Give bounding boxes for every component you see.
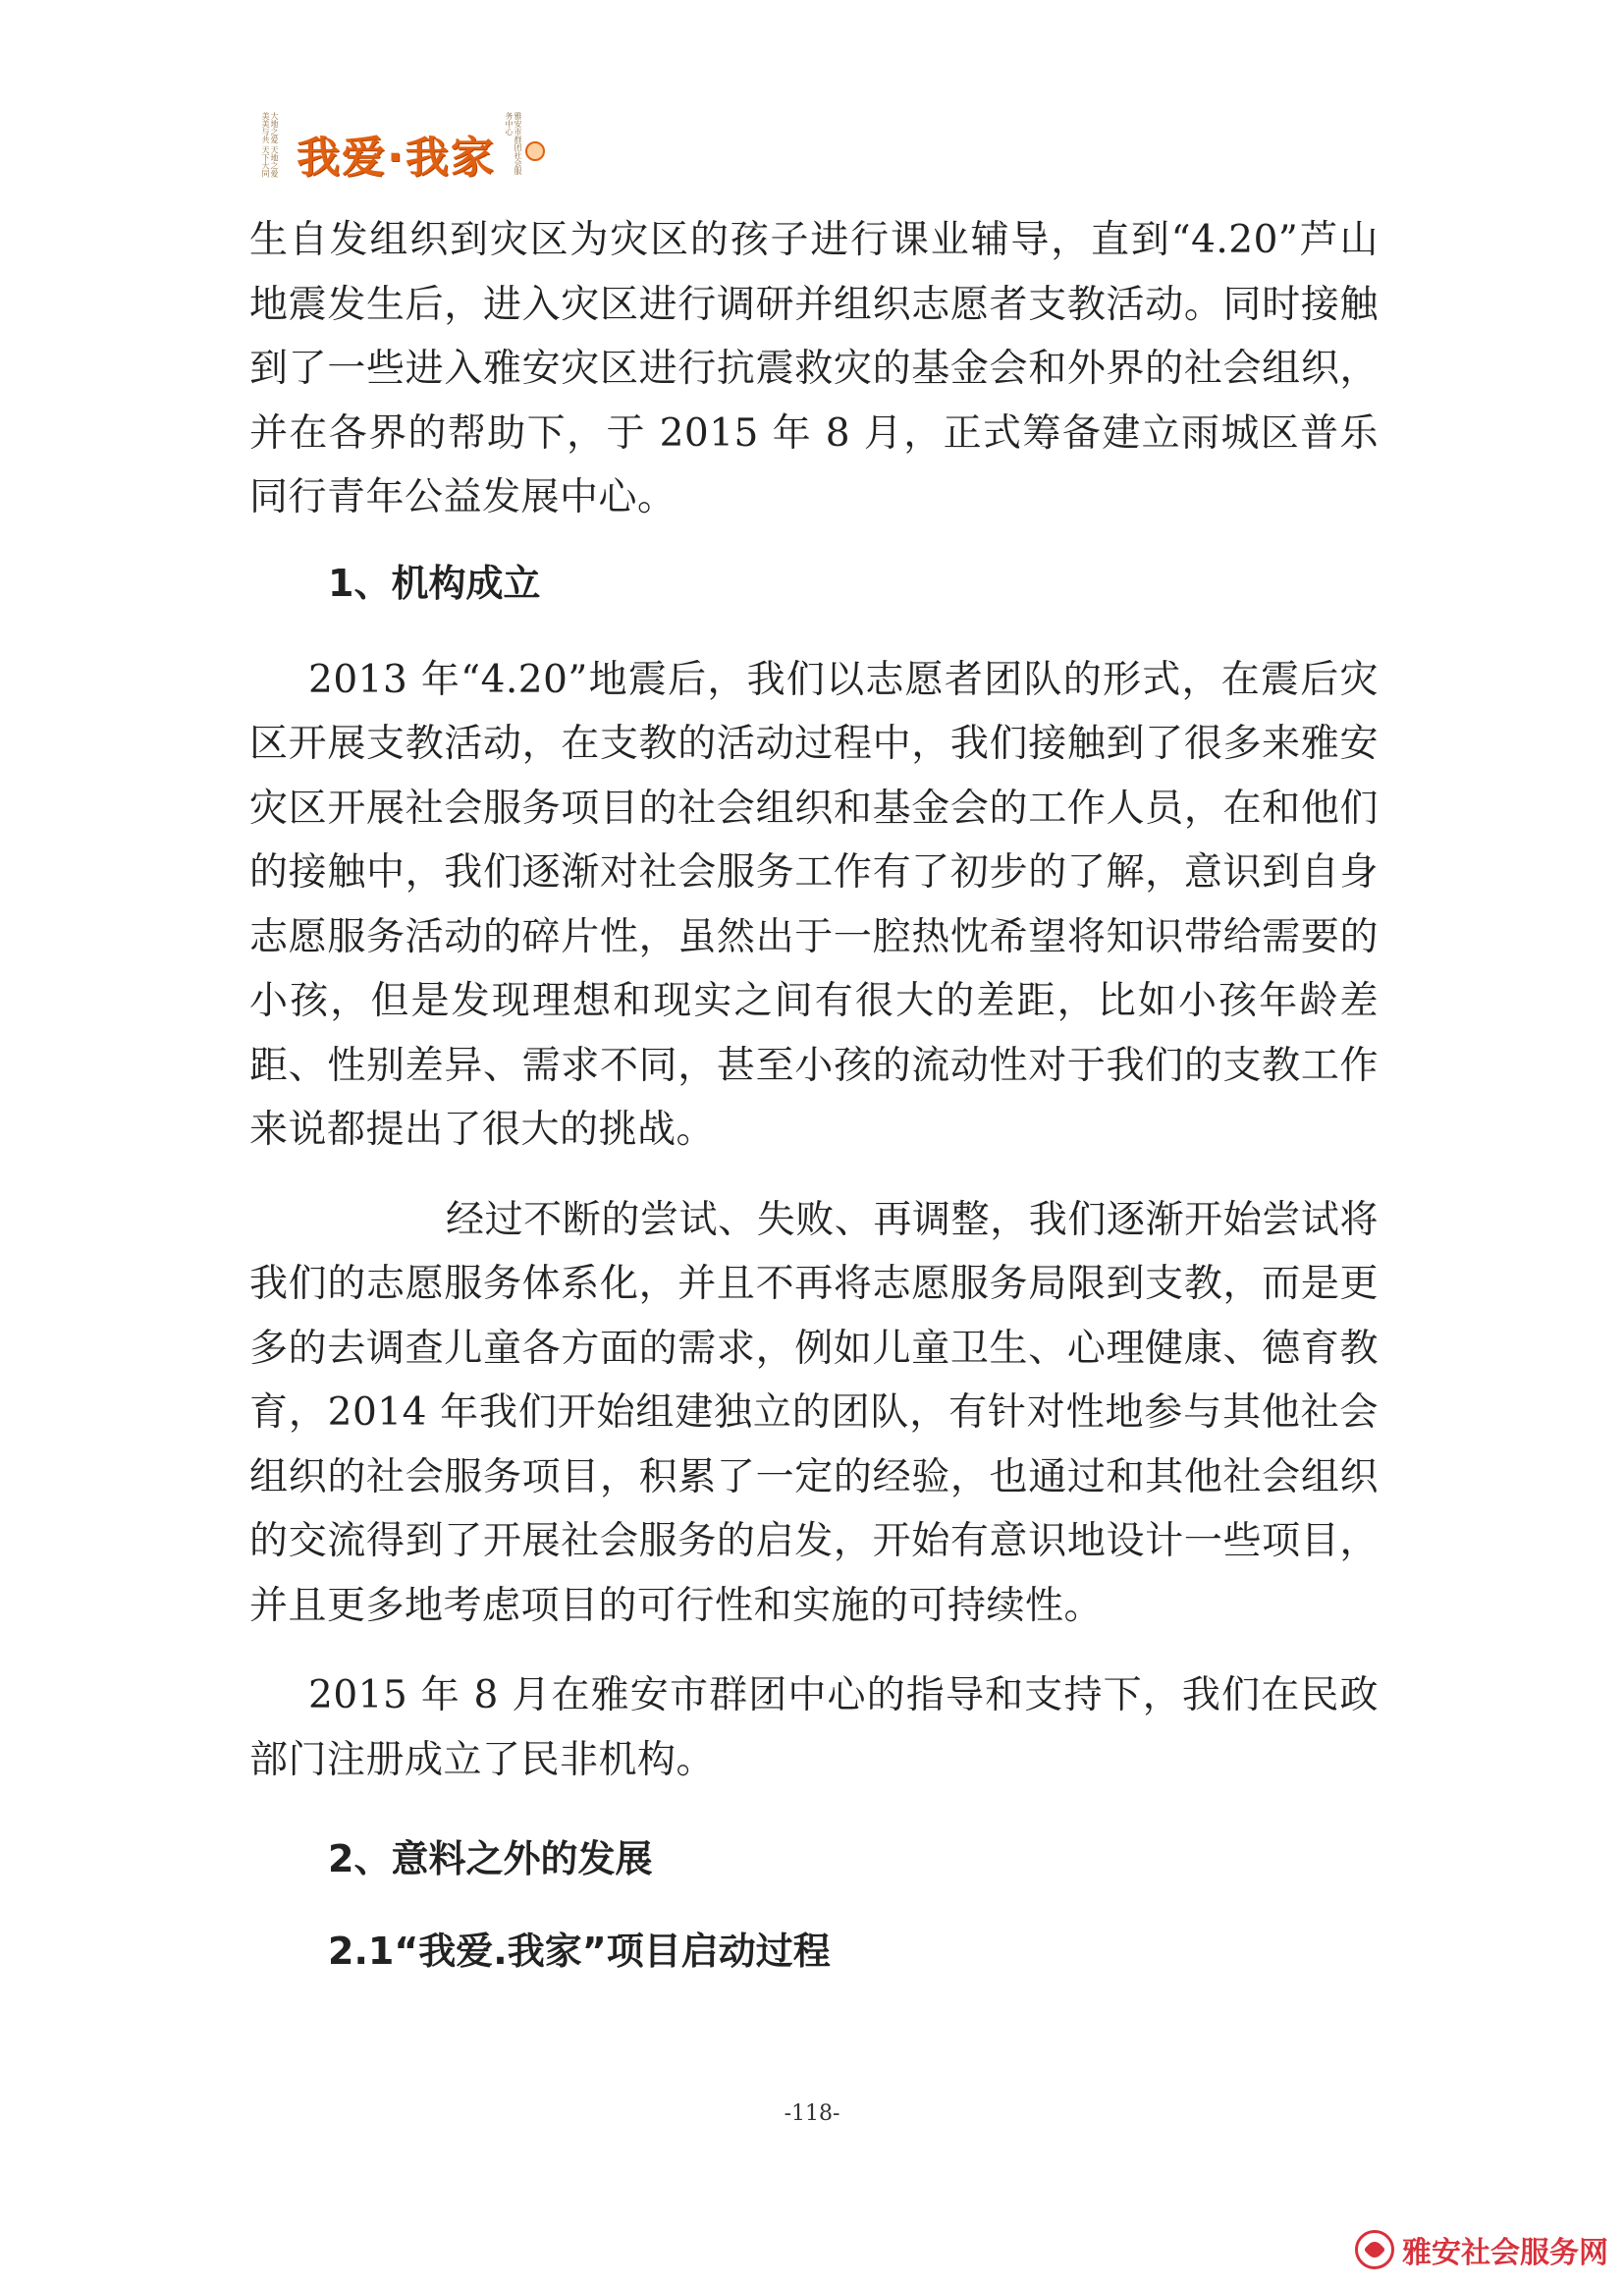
section-heading-1: 1、机构成立 — [328, 561, 541, 605]
header-logo: 我爱·我家 — [297, 133, 496, 183]
logo-heart-icon — [525, 141, 545, 161]
site-watermark — [1355, 2228, 1608, 2271]
header-side-text-left: 大地之爱 天地之爱 美美与共 天下大同 — [261, 112, 279, 178]
paragraph-3: 经过不断的尝试、失败、再调整，我们逐渐开始尝试将我们的志愿服务体系化，并且不再将志愿服务局限到支教，而是更多的去调查儿童各方面的需求，例如儿童卫生、心理健康、德育教育，2014 年我们开始组建独立的团队，有针对性地参与其他社会组织的社会服务项目，积累了一定的经验，也通过和其他社会组织的交流得到了开展社会服务的启发，开始有意识地设计一些项目，并且更多地考虑项目的可行性和实施的可持续性。 — [249, 1197, 1379, 1628]
section-heading-2: 2、意料之外的发展 — [328, 1837, 653, 1880]
heart-logo-icon — [1355, 2230, 1394, 2269]
paragraph-1: 生自发组织到灾区为灾区的孩子进行课业辅导，直到“4.20”芦山地震发生后，进入灾区进行调研并组织志愿者支教活动。同时接触到了一些进入雅安灾区进行抗震救灾的基金会和外界的社会组织，并在各界的帮助下，于 2015 年 8 月，正式筹备建立雨城区普乐同行青年公益发展中心。 — [249, 218, 1379, 519]
subsection-heading-2-1: 2.1“我爱.我家”项目启动过程 — [328, 1930, 831, 1973]
header-side-text-right: 雅安市群团社会服务中心 — [505, 112, 522, 175]
watermark-text: 雅安社会服务网 — [1402, 2236, 1608, 2270]
page-header — [236, 108, 530, 196]
document-body — [249, 208, 1379, 1981]
page-number: -118- — [784, 2101, 840, 2126]
paragraph-4: 2015 年 8 月在雅安市群团中心的指导和支持下，我们在民政部门注册成立了民非机构。 — [249, 1673, 1379, 1782]
paragraph-2: 2013 年“4.20”地震后，我们以志愿者团队的形式，在震后灾区开展支教活动，在支教的活动过程中，我们接触到了很多来雅安灾区开展社会服务项目的社会组织和基金会的工作人员，在和他们的接触中，我们逐渐对社会服务工作有了初步的了解，意识到自身志愿服务活动的碎片性，虽然出于一腔热忱希望将知识带给需要的小孩，但是发现理想和现实之间有很大的差距，比如小孩年龄差距、性别差异、需求不同，甚至小孩的流动性对于我们的支教工作来说都提出了很大的挑战。 — [249, 657, 1379, 1152]
